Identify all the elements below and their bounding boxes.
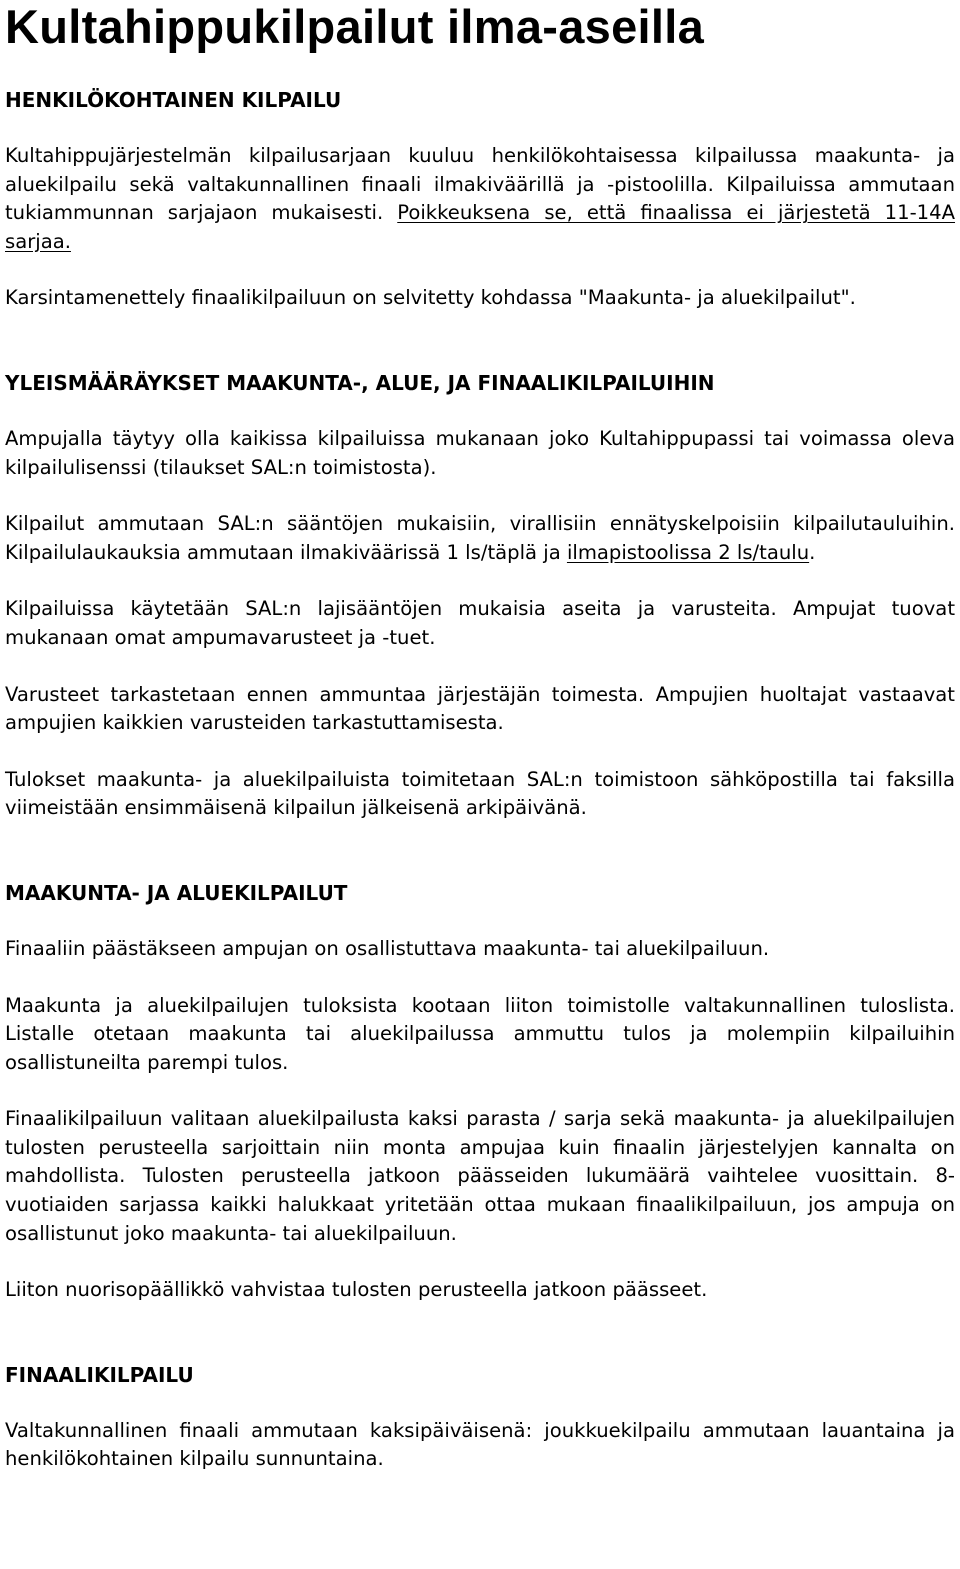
section-heading-regional: MAAKUNTA- JA ALUEKILPAILUT <box>5 880 348 905</box>
section-heading-final: FINAALIKILPAILU <box>5 1362 194 1387</box>
paragraph-text: Kultahippujärjestelmän kilpailusarjaan kuuluu henkilökohtaisessa kilpailussa maakunta- ja aluekilpailu sekä valtakunnallinen finaali ilmakiväärillä ja -pistoolilla. Kilpailuissa ammutaan tukiammunnan sarjajaon mukaisesti. <box>5 144 955 225</box>
paragraph: Tulokset maakunta- ja aluekilpailuista toimitetaan SAL:n toimistoon sähköpostilla tai faksilla viimeistään ensimmäisenä kilpailun jälkeisenä arkipäivänä. <box>5 767 955 820</box>
paragraph-text: Kilpailut ammutaan SAL:n sääntöjen mukaisiin, virallisiin ennätyskelpoisiin kilpailutauluihin. Kilpailulaukauksia ammutaan ilmakiväärissä 1 ls/täplä ja <box>5 512 955 564</box>
paragraph: Varusteet tarkastetaan ennen ammuntaa järjestäjän toimesta. Ampujien huoltajat vastaavat ampujien kaikkien varusteiden tarkastuttamisesta. <box>5 682 955 735</box>
underlined-text: ilmapistoolissa 2 ls/taulu <box>566 540 810 564</box>
paragraph: Valtakunnallinen finaali ammutaan kaksipäiväisenä: joukkuekilpailu ammutaan lauantaina ja henkilökohtainen kilpailu sunnuntaina. <box>5 1418 955 1471</box>
paragraph-text: . <box>809 540 816 564</box>
paragraph: Karsintamenettely finaalikilpailuun on selvitetty kohdassa "Maakunta- ja aluekilpailut". <box>5 286 856 310</box>
section-heading-general-rules: YLEISMÄÄRÄYKSET MAAKUNTA-, ALUE, JA FINAALIKILPAILUIHIN <box>5 370 715 395</box>
paragraph <box>5 510 955 567</box>
paragraph <box>5 142 955 256</box>
paragraph: Maakunta ja aluekilpailujen tuloksista kootaan liiton toimistolle valtakunnallinen tuloslista. Listalle otetaan maakunta tai aluekilpailussa ammuttu tulos ja molempiin kilpailuihin osallistuneilta parempi tulos. <box>5 993 955 1074</box>
document-title: Kultahippukilpailut ilma-aseilla <box>5 0 705 53</box>
section-heading-individual: HENKILÖKOHTAINEN KILPAILU <box>5 88 342 112</box>
paragraph: Liiton nuorisopäällikkö vahvistaa tulosten perusteella jatkoon päässeet. <box>5 1278 708 1302</box>
paragraph: Kilpailuissa käytetään SAL:n lajisääntöjen mukaisia aseita ja varusteita. Ampujat tuovat mukanaan omat ampumavarusteet ja -tuet. <box>5 597 955 649</box>
paragraph: Finaalikilpailuun valitaan aluekilpailusta kaksi parasta / sarja sekä maakunta- ja aluekilpailujen tulosten perusteella sarjoittain niin monta ampujaa kuin finaalin järjestelyjen kannalta on mahdollista. Tulosten perusteella jatkoon päässeiden lukumäärä vaihtelee vuosittain. 8-vuotiaiden sarjassa kaikki halukkaat yritetään ottaa mukaan finaalikilpailuun, jos ampuja on osallistunut joko maakunta- tai aluekilpailuun. <box>5 1107 955 1245</box>
paragraph: Ampujalla täytyy olla kaikissa kilpailuissa mukanaan joko Kultahippupassi tai voimassa oleva kilpailulisenssi (tilaukset SAL:n toimistosta). <box>5 426 955 479</box>
paragraph: Finaaliin päästäkseen ampujan on osallistuttava maakunta- tai aluekilpailuun. <box>5 936 770 960</box>
underlined-text: Poikkeuksena se, että finaalissa ei järjestetä 11-14A sarjaa. <box>5 201 956 253</box>
